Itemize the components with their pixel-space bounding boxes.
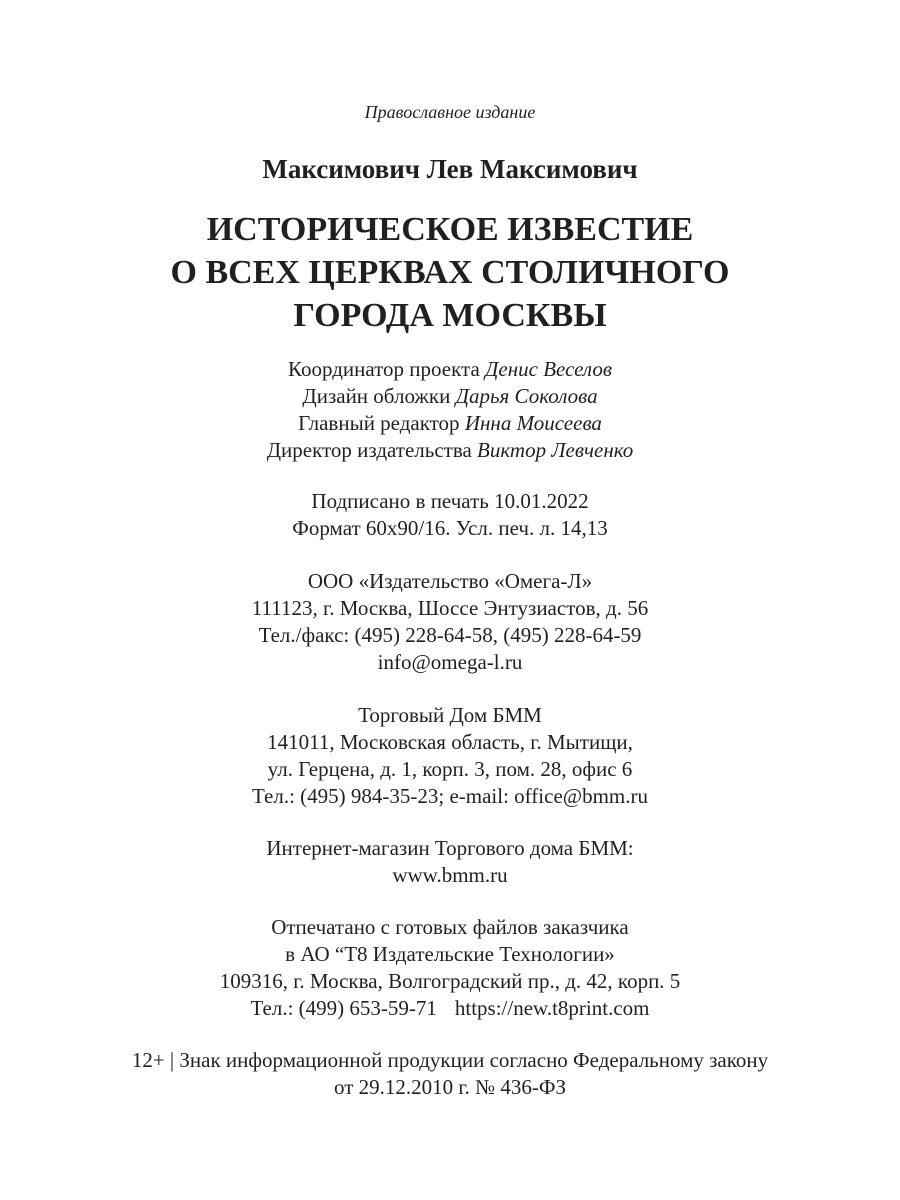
credit-person: Денис Веселов [485, 357, 612, 381]
credit-line [0, 437, 900, 464]
credits-block [0, 356, 900, 464]
edition-label-text: Православное издание [364, 102, 536, 122]
credit-line [0, 356, 900, 383]
trade-house-address-line: ул. Герцена, д. 1, корп. 3, пом. 28, офис 6 [267, 757, 633, 781]
publisher-block [0, 568, 900, 676]
credit-person: Виктор Левченко [477, 438, 634, 462]
print-date: Подписано в печать 10.01.2022 [311, 489, 589, 513]
credit-person: Инна Моисеева [464, 411, 602, 435]
printer-contacts [0, 995, 900, 1022]
publisher-phone: Тел./факс: (495) 228-64-58, (495) 228-64-59 [258, 623, 642, 647]
publisher-email: info@omega-l.ru [377, 650, 523, 674]
trade-house-address-line: 141011, Московская область, г. Мытищи, [267, 730, 633, 754]
print-info-block [0, 488, 900, 542]
publisher-address: 111123, г. Москва, Шоссе Энтузиастов, д. 56 [251, 596, 649, 620]
title-line: ИСТОРИЧЕСКОЕ ИЗВЕСТИЕ [206, 211, 694, 248]
printer-block [0, 914, 900, 1022]
credit-line [0, 383, 900, 410]
printer-website: https://new.t8print.com [454, 996, 650, 1020]
online-shop-label: Интернет-магазин Торгового дома БММ: [266, 836, 634, 860]
credit-role: Директор издательства [266, 438, 472, 462]
author-name-text: Максимович Лев Максимович [262, 154, 638, 184]
trade-house-block [0, 702, 900, 810]
online-shop-block [0, 835, 900, 889]
printer-name: в АО “Т8 Издательские Технологии» [285, 942, 615, 966]
title-line: О ВСЕХ ЦЕРКВАХ СТОЛИЧНОГО [170, 254, 730, 291]
edition-label [0, 101, 900, 123]
print-format: Формат 60х90/16. Усл. печ. л. 14,13 [292, 516, 608, 540]
credit-role: Главный редактор [298, 411, 460, 435]
credit-role: Координатор проекта [288, 357, 480, 381]
age-rating-line: 12+ | Знак информационной продукции согласно Федеральному закону [131, 1048, 769, 1072]
trade-house-contacts: Тел.: (495) 984-35-23; e-mail: office@bmm.ru [251, 784, 649, 808]
online-shop-url: www.bmm.ru [392, 863, 508, 887]
age-rating-law: от 29.12.2010 г. № 436-ФЗ [333, 1075, 567, 1099]
trade-house-name: Торговый Дом БММ [358, 703, 542, 727]
credit-person: Дарья Соколова [455, 384, 598, 408]
age-rating-notice [0, 1047, 900, 1101]
printer-phone: Тел.: (499) 653-59-71 [250, 996, 437, 1020]
author-name [0, 152, 900, 186]
printer-address: 109316, г. Москва, Волгоградский пр., д. 42, корп. 5 [219, 969, 681, 993]
credit-role: Дизайн обложки [302, 384, 451, 408]
publisher-name: ООО «Издательство «Омега-Л» [307, 569, 593, 593]
book-title [0, 208, 900, 337]
credit-line [0, 410, 900, 437]
printer-line: Отпечатано с готовых файлов заказчика [271, 915, 629, 939]
title-line: ГОРОДА МОСКВЫ [293, 297, 607, 334]
